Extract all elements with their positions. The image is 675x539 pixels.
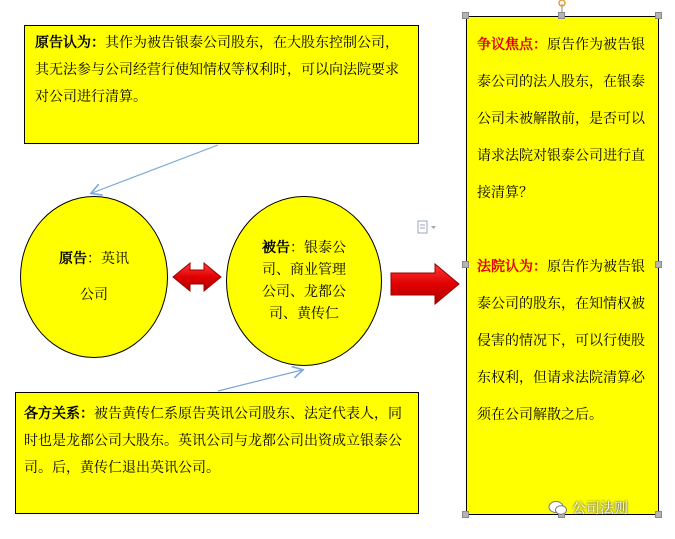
watermark xyxy=(548,498,628,518)
defendant-name-3: 公司、龙都公 xyxy=(262,284,346,300)
plaintiff-name-2: 公司 xyxy=(80,287,108,303)
resize-handle-top-left[interactable] xyxy=(462,12,469,19)
plaintiff-name-1: 英讯 xyxy=(101,251,129,267)
resize-handle-top-mid[interactable] xyxy=(558,12,565,19)
resize-handle-bottom-left[interactable] xyxy=(462,511,469,518)
connector-plaintiff-view xyxy=(92,145,218,193)
court-section xyxy=(477,249,650,434)
resize-handle-mid-left[interactable] xyxy=(462,261,469,268)
defendant-name-4: 司、黄传仁 xyxy=(269,306,339,322)
wechat-icon xyxy=(548,500,568,516)
dispute-label: 争议焦点： xyxy=(477,37,547,53)
watermark-text: 公司法则 xyxy=(572,501,628,517)
plaintiff-view-box xyxy=(24,25,419,144)
dispute-text: 原告作为被告银泰公司的法人股东，在银泰公司未被解散前，是否可以请求法院对银泰公司进行直接清算？ xyxy=(477,37,645,201)
relations-text: 被告黄传仁系原告英讯公司股东、法定代表人，同时也是龙都公司大股东。英讯公司与龙都公司出资成立银泰公司。后，黄传仁退出英讯公司。 xyxy=(24,406,402,476)
defendant-circle xyxy=(226,196,382,366)
relations-label: 各方关系： xyxy=(24,406,94,422)
defendant-line-1 xyxy=(262,237,346,259)
defendant-label: 被告 xyxy=(262,240,290,256)
relations-box xyxy=(15,392,419,514)
dispute-section xyxy=(477,27,650,212)
right-arrow xyxy=(391,264,459,304)
connector-relations xyxy=(218,370,302,391)
resize-handle-top-right[interactable] xyxy=(655,12,662,19)
plaintiff-label: 原告 xyxy=(59,251,87,267)
plaintiff-colon: ： xyxy=(87,251,101,267)
layout-options-icon[interactable] xyxy=(417,219,439,233)
plaintiff-circle xyxy=(20,196,168,358)
side-panel-box[interactable] xyxy=(466,16,659,515)
court-label: 法院认为： xyxy=(477,259,547,275)
double-arrow xyxy=(173,263,221,291)
defendant-colon: ： xyxy=(290,240,304,256)
resize-handle-mid-right[interactable] xyxy=(655,261,662,268)
plaintiff-line-1 xyxy=(59,241,129,277)
resize-handle-bottom-right[interactable] xyxy=(655,511,662,518)
defendant-name-2: 司、商业管理 xyxy=(262,262,346,278)
defendant-name-1: 银泰公 xyxy=(304,240,346,256)
plaintiff-view-text: 其作为被告银泰公司股东，在大股东控制公司，其无法参与公司经营行使知情权等权利时，可以向法院要求对公司进行清算。 xyxy=(35,35,399,105)
plaintiff-view-label: 原告认为： xyxy=(35,35,105,51)
court-text: 原告作为被告银泰公司的股东，在知情权被侵害的情况下，可以行使股东权利，但请求法院清算必须在公司解散之后。 xyxy=(477,259,645,423)
